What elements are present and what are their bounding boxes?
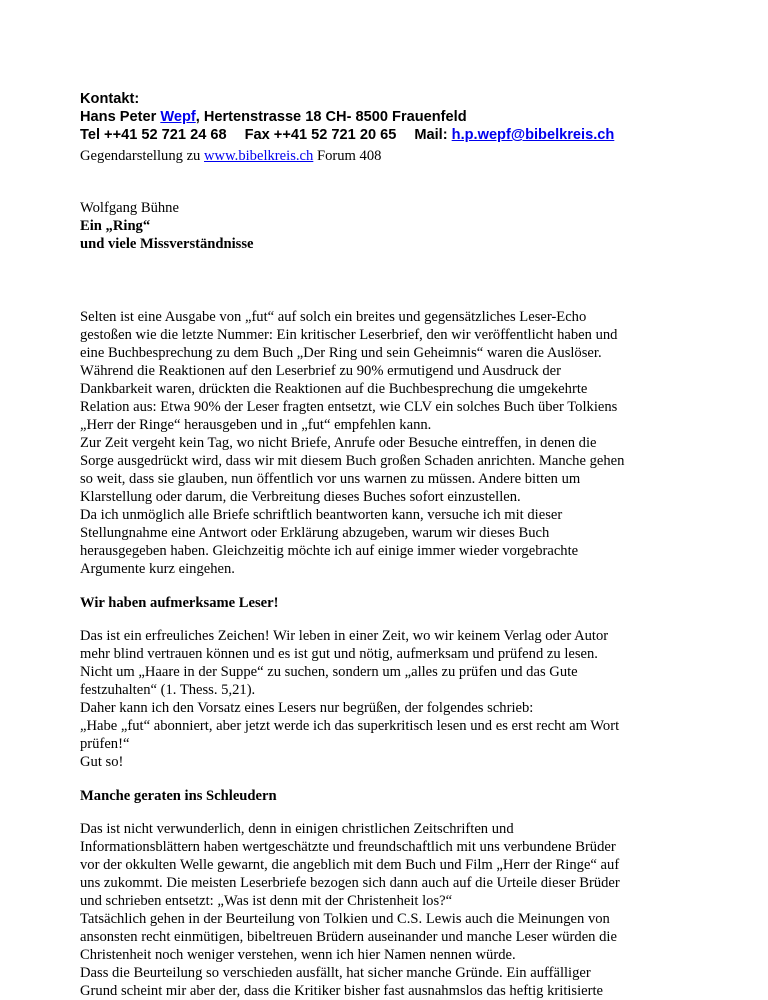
text-line: prüfen!“ [80,736,130,752]
text-line: Christenheit noch weniger verstehen, wenn ich hier Namen nennen würde. [80,947,516,963]
text-line: Nicht um „Haare in der Suppe“ zu suchen, sondern um „alles zu prüfen und das Gute [80,664,578,680]
contact-tel: Tel ++41 52 721 24 68 [80,127,227,143]
contact-mail-label: Mail: [414,127,452,143]
document-page [80,90,680,1000]
contact-name-prefix: Hans Peter [80,109,161,125]
text-line: Klarstellung oder darum, die Verbreitung dieses Buches sofort einzustellen. [80,489,521,505]
article-header [80,199,680,253]
text-line: „Habe „fut“ abonniert, aber jetzt werde ich das superkritisch lesen und es erst recht am Wort [80,718,620,734]
contact-name-link[interactable]: Wepf [160,109,196,125]
text-line: Informationsblättern haben wertgeschätzte und freundschaftlich mit uns verbundene Brüder [80,839,616,855]
contact-block [80,90,680,144]
text-line: festzuhalten“ (1. Thess. 5,21). [80,682,256,698]
section-1-body [80,627,680,771]
contact-name-line [80,108,680,126]
text-line: vor der okkulten Welle gewarnt, die angeblich mit dem Buch und Film „Herr der Ringe“ auf [80,857,620,873]
text-line: Argumente kurz eingehen. [80,561,235,577]
text-line: gestoßen wie die letzte Nummer: Ein kritischer Leserbrief, den wir veröffentlicht haben und [80,327,618,343]
section-2-title: Manche geraten ins Schleudern [80,788,277,804]
contact-heading: Kontakt: [80,91,140,107]
text-line: Während die Reaktionen auf den Leserbrief zu 90% ermutigend und Ausdruck der [80,363,562,379]
text-line: Zur Zeit vergeht kein Tag, wo nicht Briefe, Anrufe oder Besuche eintreffen, in denen die [80,435,597,451]
section-2-body [80,820,680,1000]
counter-suffix: Forum 408 [313,148,382,164]
counter-prefix: Gegendarstellung zu [80,148,205,164]
text-line: Dankbarkeit waren, drückten die Reaktionen auf die Buchbesprechung die umgekehrte [80,381,588,397]
text-line: herausgegeben haben. Gleichzeitig möchte ich auf einige immer wieder vorgebrachte [80,543,579,559]
text-line: mehr blind vertrauen können und es ist gut und nötig, aufmerksam und prüfend zu lesen. [80,646,598,662]
section-1-title: Wir haben aufmerksame Leser! [80,595,279,611]
text-line: „Herr der Ringe“ herausgeben und in „fut“ empfehlen kann. [80,417,432,433]
article-title-line-1: Ein „Ring“ [80,218,151,234]
text-line: Gut so! [80,754,124,770]
text-line: Daher kann ich den Vorsatz eines Lesers nur begrüßen, der folgendes schrieb: [80,700,534,716]
text-line: Grund scheint mir aber der, dass die Kritiker bisher fast ausnahmslos das heftig kritisierte [80,983,604,999]
intro-paragraph [80,308,680,578]
contact-mail-link[interactable]: h.p.wepf@bibelkreis.ch [451,127,615,143]
text-line: eine Buchbesprechung zu dem Buch „Der Ring und sein Geheimnis“ waren die Auslöser. [80,345,602,361]
counter-site-link[interactable]: www.bibelkreis.ch [204,148,314,164]
text-line: Selten ist eine Ausgabe von „fut“ auf solch ein breites und gegensätzliches Leser-Echo [80,309,587,325]
text-line: und schrieben entsetzt: „Was ist denn mit der Christenheit los?“ [80,893,453,909]
text-line: ansonsten recht einmütigen, bibeltreuen Brüdern auseinander und manche Leser würden die [80,929,617,945]
contact-phone-line [80,126,680,144]
article-title-line-2: und viele Missverständnisse [80,236,254,252]
counter-statement-line [80,147,680,165]
text-line: Da ich unmöglich alle Briefe schriftlich beantworten kann, versuche ich mit dieser [80,507,563,523]
contact-fax: Fax ++41 52 721 20 65 [244,127,397,143]
text-line: Dass die Beurteilung so verschieden ausfällt, hat sicher manche Gründe. Ein auffälliger [80,965,591,981]
text-line: Relation aus: Etwa 90% der Leser fragten entsetzt, wie CLV ein solches Buch über Tolkiens [80,399,618,415]
article-author: Wolfgang Bühne [80,200,179,216]
text-line: so weit, dass sie glauben, nun öffentlich vor uns warnen zu müssen. Andere bitten um [80,471,581,487]
text-line: uns zukommt. Die meisten Leserbriefe bezogen sich dann auch auf die Urteile dieser Brüder [80,875,620,891]
text-line: Das ist nicht verwunderlich, denn in einigen christlichen Zeitschriften und [80,821,514,837]
contact-address: , Hertenstrasse 18 CH- 8500 Frauenfeld [195,109,467,125]
text-line: Sorge ausgedrückt wird, dass wir mit diesem Buch großen Schaden anrichten. Manche gehen [80,453,625,469]
text-line: Stellungnahme eine Antwort oder Erklärung abzugeben, warum wir dieses Buch [80,525,550,541]
text-line: Das ist ein erfreuliches Zeichen! Wir leben in einer Zeit, wo wir keinem Verlag oder Autor [80,628,609,644]
text-line: Tatsächlich gehen in der Beurteilung von Tolkien und C.S. Lewis auch die Meinungen von [80,911,610,927]
